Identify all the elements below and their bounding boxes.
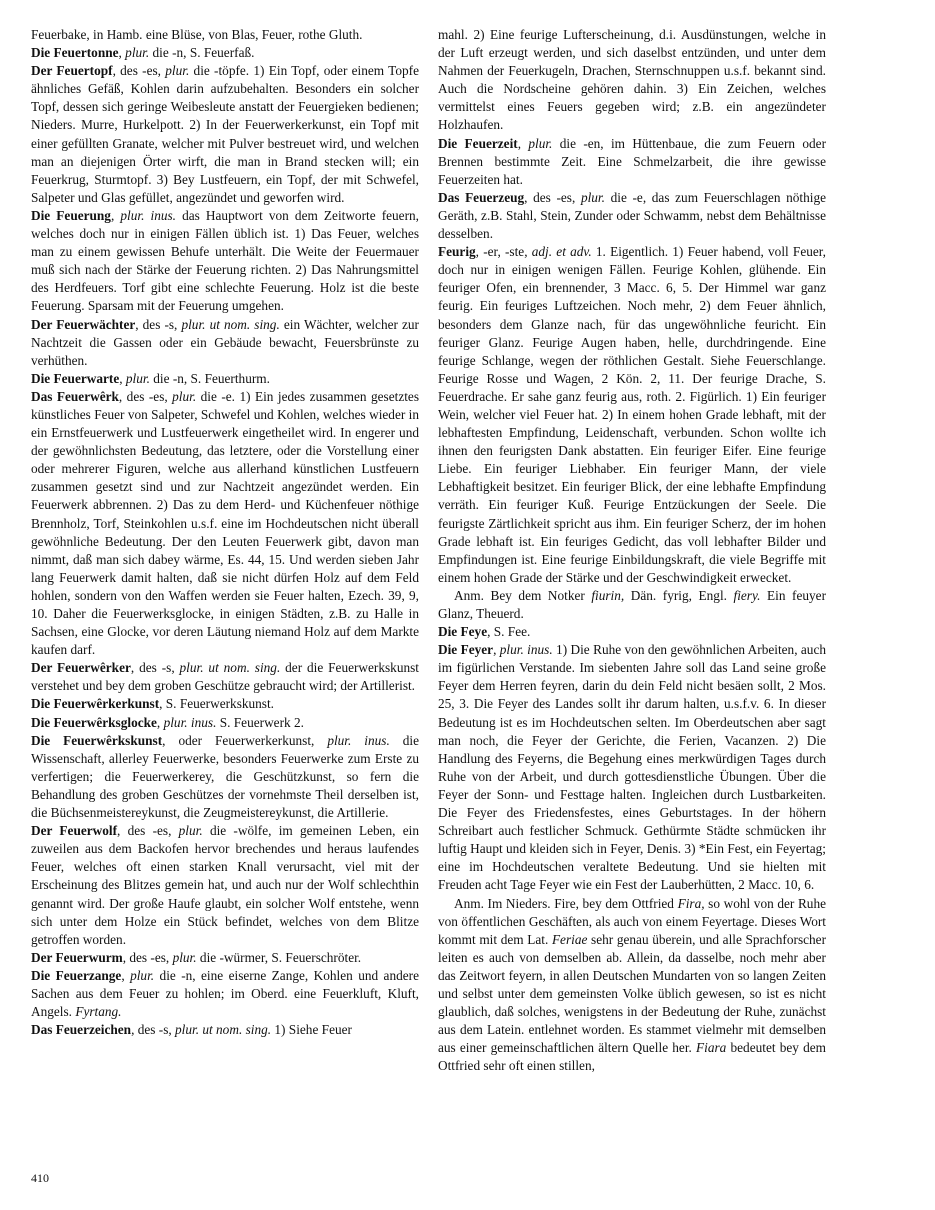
entry-text: , des -s, (131, 1022, 176, 1038)
headword: Die Feuerung (31, 207, 111, 223)
entry-text: die -töpfe. 1) Ein Topf, oder einem Topfe ähnliches Gefäß, Kohlen darin aufzubehalten. Besonders ein solcher Topf, dessen sich geringe Weibesleute anstatt der Feuergieken bedienen; Nieders. Murre, Hurkelpott. 2) In der Feuerwerkerkunst, ein Topf mit einer gefüllten Granate, welcher mit Pulver bestreuet wird, und welchen man an diejenigen Örter wirft, die man in Brand stecken will; ein Feuerkrug, Sturmtopf. 3) Bey Lustfeuern, ein Topf, der mit Schwefel, Salpeter und Glas gefüllet, angezündet und geworfen wird. (31, 63, 419, 205)
entry-text: die -würmer, S. Feuerschröter. (196, 949, 362, 965)
entry-text: die Wissenschaft, allerley Feuerwerke, besonders Feuerwerke zum Erste zu verfertigen; die Feuerwerkerey, die Geschützkunst, so fern die Behandlung des groben Geschützes der vornehmste Theil derselben ist, die Büchsenmeistereykunst, die Zeugmeistereykunst, die Artillerie. (31, 732, 419, 821)
annotation-paragraph (438, 895, 826, 1076)
italic-term: plur. inus. (163, 714, 217, 730)
dictionary-entry (31, 967, 419, 1021)
dictionary-entry (31, 26, 419, 44)
entry-text: die -n, S. Feuerthurm. (149, 370, 270, 386)
entry-text: , des -s, (135, 316, 182, 332)
entry-text: die -en, im Hüttenbaue, die zum Feuern oder Brennen bestimmte Zeit. Eine Schmelzarbeit, die ihre gewisse Feuerzeiten hat. (438, 135, 826, 187)
italic-term: Fira, (677, 895, 705, 911)
entry-text: sehr genau überein, und alle Sprachforscher leiten es auch von demselben ab. Allein, da dasselbe, noch mehr aber das Zeitwort feyern, in allen Deutschen Mundarten von so langen Zeiten und selbst unter dem gemeinsten Volke üblich gewesen, so ist es nicht glaublich, daß solches, wenigstens in der Bedeutung der Ruhe, zunächst aus dem Latein. entlehnet worden. Es stammet vielmehr mit demselben aus einer gemeinschaftlichen ältern Quelle her. (438, 931, 826, 1056)
headword: Der Feuerwächter (31, 316, 136, 332)
entry-text: S. Feuerwerk 2. (216, 714, 304, 730)
italic-term: plur. ut nom. sing. (181, 316, 280, 332)
entry-text: , (493, 642, 500, 658)
dictionary-entry (31, 388, 419, 659)
right-column (438, 26, 826, 1075)
headword: Die Feyer (438, 642, 494, 658)
headword: Das Feuerzeug (438, 189, 525, 205)
entry-text: , des -es, (117, 823, 179, 839)
entry-text: ein Wächter, welcher zur Nachtzeit die Gassen oder ein Gebäude bewacht, Feuersbrünste zu verhüthen. (31, 316, 419, 368)
headword: Die Feuertonne (31, 45, 119, 61)
dictionary-entry (31, 207, 419, 316)
entry-text: Anm. Bey dem Notker (454, 587, 592, 603)
dictionary-entry (31, 1021, 419, 1039)
headword: Der Feuerwêrker (31, 660, 131, 676)
entry-text: so wohl von der Ruhe von öffentlichen Geschäften, als auch von einem Feyertage. Dieses Wort kommt mit dem Lat. (438, 895, 827, 947)
italic-term: plur. (125, 370, 150, 386)
entry-text: , des -s, (130, 660, 180, 676)
dictionary-entry (31, 62, 419, 207)
headword: Die Feuerwêrksglocke (31, 714, 157, 730)
headword: Das Feuerzeichen (31, 1022, 132, 1038)
dictionary-entry (31, 714, 419, 732)
entry-text: die -e. 1) Ein jedes zusammen gesetztes künstliches Feuer von Salpeter, Schwefel und Kohlen, welches wieder in ein Ernstfeuerwerk und Lustfeuerwerk eingetheilet wird. In engerer und der gewöhnlichsten Bedeutung, das letztere, oder die Vorstellung einer oder mehrerer Figuren, welche aus allerhand künstlichen Lustfeuern zusammen gesetzt sind und zur Nachtzeit angezündet werden. Ein Feuerwerk abbrennen. 2) Das zu dem Herd- und Küchenfeuer nöthige Brennholz, Torf, Steinkohlen u.s.f. eine im Hochdeutschen nicht überall gewöhnliche Bedeutung. Der den Leuten Feuerwerk gibt, davon man nimmt, daß man sich dabey wärme, Es. 44, 15. Und werden sieben Jahr lang Feuerwerk damit halten, daß sie nicht dürfen Holz auf dem Feld hohlen, sondern von den Waffen werden sie Feuer halten, Ezech. 39, 9, 10. Daher die Feuerwerksglocke, in einigen Städten, z.B. zu Halle in Sachsen, eine Glocke, vor deren Läutung niemand Holz auf dem Markte kaufen darf. (31, 388, 419, 658)
entry-text: , (156, 714, 164, 730)
italic-term: plur. inus. (499, 642, 553, 658)
entry-text: , des -es, (122, 949, 173, 965)
entry-text: 1) Siehe Feuer (271, 1022, 352, 1038)
entry-text: , oder Feuerwerkerkunst, (162, 732, 328, 748)
headword: Der Feuerwurm (31, 949, 123, 965)
italic-term: plur. (165, 63, 190, 79)
italic-term: plur. (125, 45, 150, 61)
entry-text: der die Feuerwerkskunst verstehet und bey dem groben Geschütze gebraucht wird; der Artillerist. (31, 660, 419, 694)
entry-text: , (121, 967, 131, 983)
dictionary-entry (438, 623, 826, 641)
entry-text: , (110, 207, 121, 223)
entry-text: die -n, S. Feuerfaß. (149, 45, 255, 61)
headword: Der Feuerwolf (31, 823, 118, 839)
entry-text: das Hauptwort von dem Zeitworte feuern, welches doch nur in einigen Fällen üblich ist. 1) Das Feuer, welches man zu einem gewissen Behufe unterhält. Die Weite der Feuermauer muß sich nach der Stärke der Feuerung richten. 2) Das Nahrungsmittel des Herdfeuers. Torf gibt eine schlechte Feuerung. Holz ist die beste Feuerung. Sparsam mit der Feuerung umgehen. (31, 207, 419, 314)
entry-text: die -n, eine eiserne Zange, Kohlen und andere Sachen aus dem Feuer zu hohlen; im Oberd. eine Feuerkluft, Kluft, Angels. (31, 967, 419, 1020)
entry-text: Anm. Im Nieders. Fire, bey dem Ottfried (454, 895, 678, 911)
dictionary-entry (438, 243, 826, 587)
entry-text: Feuerbake, in Hamb. eine Blüse, von Blas, Feuer, rothe Gluth. (31, 27, 363, 42)
dictionary-entry (31, 822, 419, 949)
headword: Die Feuerwêrkskunst (31, 732, 163, 748)
headword: Der Feuertopf (31, 63, 113, 79)
dictionary-entry (438, 26, 826, 135)
dictionary-entry (438, 135, 826, 189)
italic-term: plur. (528, 135, 553, 151)
italic-term: fiery. (733, 587, 761, 603)
italic-term: Fiara (696, 1040, 727, 1056)
headword: Das Feuerwêrk (31, 388, 119, 404)
italic-term: Feriae (551, 931, 588, 947)
italic-term: adj. et adv. (531, 244, 592, 260)
entry-text: mahl. 2) Eine feurige Lufterscheinung, d.i. Ausdünstungen, welche in der Luft erzeugt werden, und sich daselbst entzünden, und unter dem Nahmen der Feuerkugeln, Drachen, Sternschnuppen u.s.f. bekannt sind. Auch die Nordscheine gehören dahin. 3) Ein Zeichen, welches vermittelst eines Feuers gegeben wird; z.B. ein angezündeter Holzhaufen. (438, 27, 826, 133)
entry-text: , (119, 370, 126, 386)
dictionary-entry (31, 695, 419, 713)
left-column (31, 26, 419, 1039)
entry-text: , des -es, (118, 388, 173, 404)
entry-text: , S. Feuerwerkskunst. (159, 696, 275, 712)
entry-text: , des -es, (112, 63, 166, 79)
italic-term: fiurin, (591, 587, 625, 603)
entry-text: Ein feuyer Glanz, Theuerd. (438, 587, 826, 621)
italic-term: plur. (172, 949, 197, 965)
annotation-paragraph (438, 587, 826, 623)
dictionary-entry (31, 732, 419, 822)
entry-text: , (118, 45, 126, 61)
headword: Die Feye (438, 624, 488, 640)
dictionary-entry (31, 44, 419, 62)
entry-text: Dän. fyrig, Engl. (624, 587, 734, 603)
entry-text: 1. Eigentlich. 1) Feuer habend, voll Feuer, doch nur in einigen wenigen Fällen. Feurige Kohlen, glühende. Ein feuriger Ofen, ein brennender, 3 Macc. 6, 5. Der Himmel war ganz feurig. Ein feuriges Luftzeichen. Noch mehr, 2) dem Feuer ähnlich, besonders dem Glanze nach, für das ungewöhnliche feuricht. Ein feuriger Glanz. Feurige Augen haben, helle, durchdringende. Eine feurige Schlange, wegen der röthlichen Gestalt. Siehe Feuerschlange. Feurige Rosse und Wagen, 2 Kön. 2, 11. Der feurige Drache, S. Feuerdrache. Er sahe ganz feurig aus, roth. 2. Figürlich. 1) Ein feuriger Wein, welcher viel Feuer hat. 2) In einem hohen Grade lebhaft, mit der lebhaftesten Empfindung, Leidenschaft, verbunden. Schon wollte ich ihnen den feurigsten Dank abstatten. Ein feuriger Eifer. Eine feurige Liebe. Ein feuriger Liebhaber. Ein feuriger Mann, der viele Lebhaftigkeit besitzet. Ein feuriger Blick, der eine lebhafte Empfindung verräth. Ein feuriger Kuß. Feurige Entzückungen der Seele. Die feurigste Zärtlichkeit spricht aus ihm. Ein feuriger Scherz, der im hohen Grade lebhaft ist. Ein feuriges Gedicht, das voll lebhafter Bilder und Empfindungen ist. Eine feurige Einbildungskraft, die viele Begriffe mit einem hohen Grade der Stärke und der Geschwindigkeit erwecket. (438, 244, 826, 585)
headword: Die Feuerwarte (31, 370, 120, 386)
italic-term: plur. (172, 388, 197, 404)
italic-term: plur. (178, 823, 203, 839)
dictionary-entry (31, 659, 419, 695)
dictionary-entry (438, 189, 826, 243)
dictionary-entry (438, 641, 826, 894)
entry-text: , des -es, (524, 189, 581, 205)
entry-text: die -wölfe, im gemeinen Leben, ein zuweilen aus dem Backofen hervor brechendes und heraus laufendes Feuer, welches oft einen starken Knall verursacht, viel mit der Erscheinung des Blitzes gemein hat, und auch nur der Wolf schlechthin genannt wird. Der große Haufe glaubt, ein solcher Wolf entstehe, wenn sich unter dem Holze ein Stück befindet, welches von dem Blitze getroffen worden. (31, 823, 419, 947)
entry-text: die -e, das zum Feuerschlagen nöthige Geräth, z.B. Stahl, Stein, Zunder oder Schwamm, nebst dem Behältnisse desselben. (438, 189, 826, 242)
italic-term: plur. (580, 189, 605, 205)
italic-term: Fyrtang. (75, 1004, 122, 1020)
headword: Die Feuerzange (31, 967, 122, 983)
dictionary-entry (31, 316, 419, 370)
entry-text: , -er, -ste, (475, 244, 532, 260)
headword: Feurig (438, 244, 476, 260)
italic-term: plur. ut nom. sing. (179, 660, 281, 676)
entry-text: bedeutet bey dem Ottfried sehr oft einen stillen, (438, 1040, 826, 1074)
italic-term: plur. inus. (120, 207, 176, 223)
entry-text: 1) Die Ruhe von den gewöhnlichen Arbeiten, auch im figürlichen Verstande. Im siebenten Jahre soll das Land seine große Feyer dem Herren feyren, darin du dein Feld nicht besäen sollt, 2 Mos. 25, 3. Die Feyer des Landes sollt ihr darum halten, u.s.f.v. 6. In dieser Bedeutung ist es im Hochdeutschen selten. Im Oberdeutschen aber sagt man noch, die Feyer der Gerichte, die Ferien, Vacanzen. 2) Die Handlung des Feyerns, die Begehung eines merkwürdigen Tages durch Ruhe von der Arbeit, und durch gottesdienstliche Übungen. Über die Feyer der Sonn- und Festtage halten. Ingleichen durch Lustbarkeiten. Die Feyer des Friedensfestes, eines Geburtstages. In der höhern Schreibart auch festlicher Schmuck. Gethürmte Städte schmücken ihr luftig Haupt und kleiden sich in Feyer, Denis. 3) *Ein Fest, ein Feyertag; eine im Hochdeutschen veraltete Bedeutung. Und sie hielten mit Freuden acht Tage Feyer wie ein Fest der Lauberhütten, 2 Macc. 10, 6. (438, 642, 826, 893)
italic-term: plur. (130, 967, 155, 983)
headword: Die Feuerzeit (438, 135, 518, 151)
dictionary-entry (31, 949, 419, 967)
headword: Die Feuerwêrkerkunst (31, 696, 160, 712)
dictionary-entry (31, 370, 419, 388)
italic-term: plur. ut nom. sing. (175, 1022, 272, 1038)
page-number: 410 (31, 1171, 49, 1185)
entry-text: , (517, 135, 529, 151)
entry-text: , S. Fee. (487, 624, 531, 640)
italic-term: plur. inus. (327, 732, 390, 748)
